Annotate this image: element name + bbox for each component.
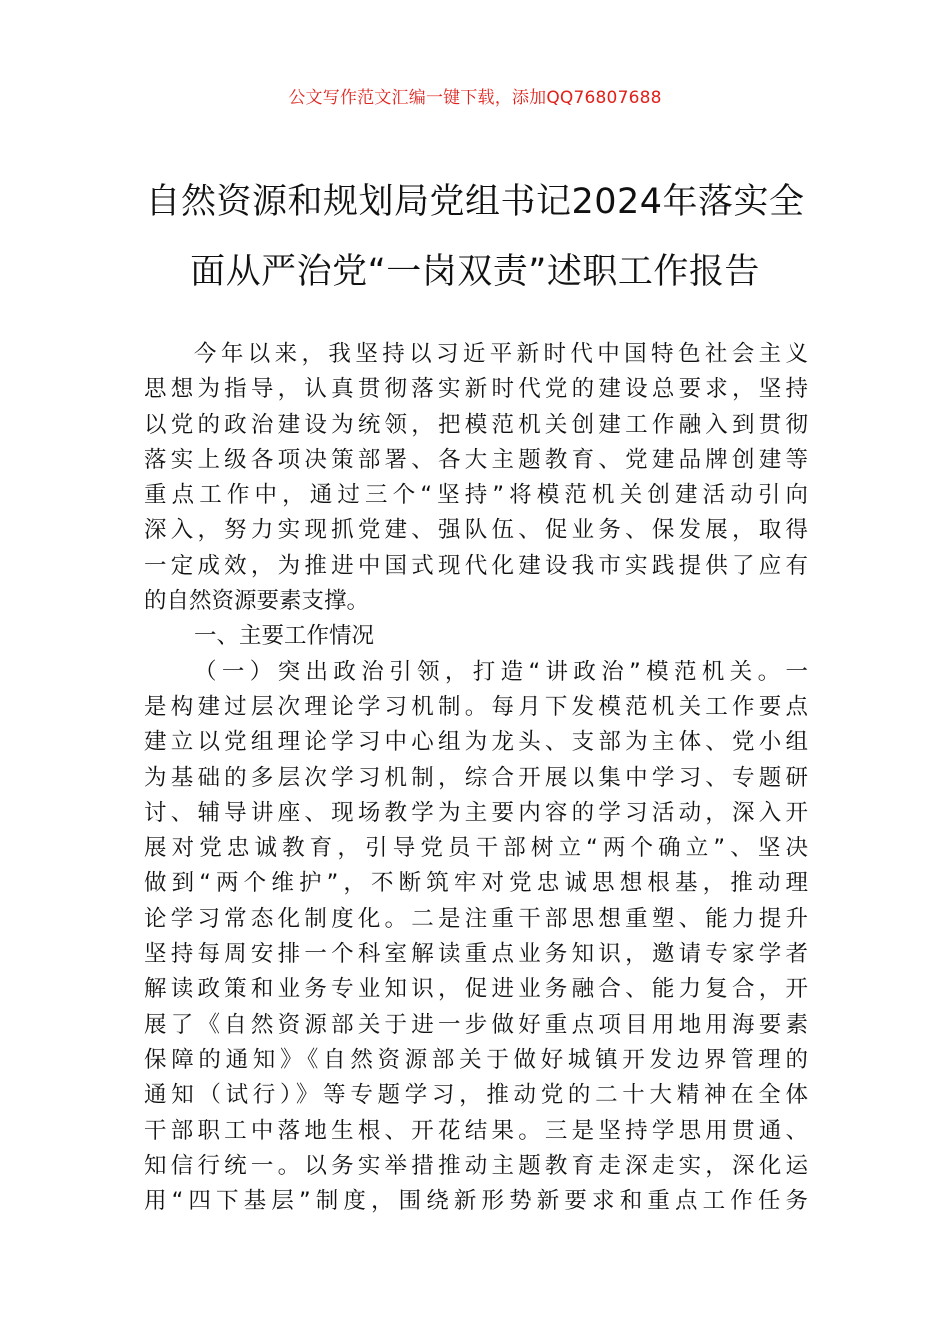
body-line: 通知（试行）》等专题学习，推动党的二十大精神在全体 xyxy=(144,1082,808,1109)
body-line: 为基础的多层次学习机制，综合开展以集中学习、专题研 xyxy=(144,764,808,791)
body-line: 知信行统一。以务实举措推动主题教育走深走实，深化运 xyxy=(144,1152,808,1179)
body-line: 保障的通知》《自然资源部关于做好城镇开发边界管理的 xyxy=(144,1046,808,1073)
body-line: 重点工作中，通过三个“坚持”将模范机关创建活动引向 xyxy=(144,482,808,509)
body-line: 讨、辅导讲座、现场教学为主要内容的学习活动，深入开 xyxy=(144,799,808,826)
body-line: （一）突出政治引领，打造“讲政治”模范机关。一 xyxy=(194,658,808,685)
body-line: 是构建过层次理论学习机制。每月下发模范机关工作要点 xyxy=(144,693,808,720)
body-line: 落实上级各项决策部署、各大主题教育、党建品牌创建等 xyxy=(144,446,808,473)
body-line: 一定成效，为推进中国式现代化建设我市实践提供了应有 xyxy=(144,552,808,579)
body-line: 深入，努力实现抓党建、强队伍、促业务、保发展，取得 xyxy=(144,517,808,544)
body-line: 展了《自然资源部关于进一步做好重点项目用地用海要素 xyxy=(144,1011,808,1038)
download-promo-note: 公文写作范文汇编一键下载，添加QQ76807688 xyxy=(288,88,662,108)
body-line: 展对党忠诚教育，引导党员干部树立“两个确立”、坚决 xyxy=(144,835,808,862)
body-line: 思想为指导，认真贯彻落实新时代党的建设总要求，坚持 xyxy=(144,376,808,403)
body-line: 以党的政治建设为统领，把模范机关创建工作融入到贯彻 xyxy=(144,411,808,438)
body-line: 用“四下基层”制度，围绕新形势新要求和重点工作任务 xyxy=(144,1188,808,1215)
body-line: 坚持每周安排一个科室解读重点业务知识，邀请专家学者 xyxy=(144,941,808,968)
body-line: 解读政策和业务专业知识，促进业务融合、能力复合，开 xyxy=(144,976,808,1003)
report-title-line-2: 面从严治党“一岗双责”述职工作报告 xyxy=(190,252,760,292)
body-line: 论学习常态化制度化。二是注重干部思想重塑、能力提升 xyxy=(144,905,808,932)
section-heading: 一、主要工作情况 xyxy=(194,623,375,650)
body-line: 干部职工中落地生根、开花结果。三是坚持学思用贯通、 xyxy=(144,1117,808,1144)
body-line: 做到“两个维护”，不断筑牢对党忠诚思想根基，推动理 xyxy=(144,870,808,897)
report-body xyxy=(144,337,808,1219)
body-line: 的自然资源要素支撑。 xyxy=(144,588,370,615)
report-title-line-1: 自然资源和规划局党组书记2024年落实全 xyxy=(145,182,805,222)
body-line: 建立以党组理论学习中心组为龙头、支部为主体、党小组 xyxy=(144,729,808,756)
body-line: 今年以来，我坚持以习近平新时代中国特色社会主义 xyxy=(194,341,808,367)
